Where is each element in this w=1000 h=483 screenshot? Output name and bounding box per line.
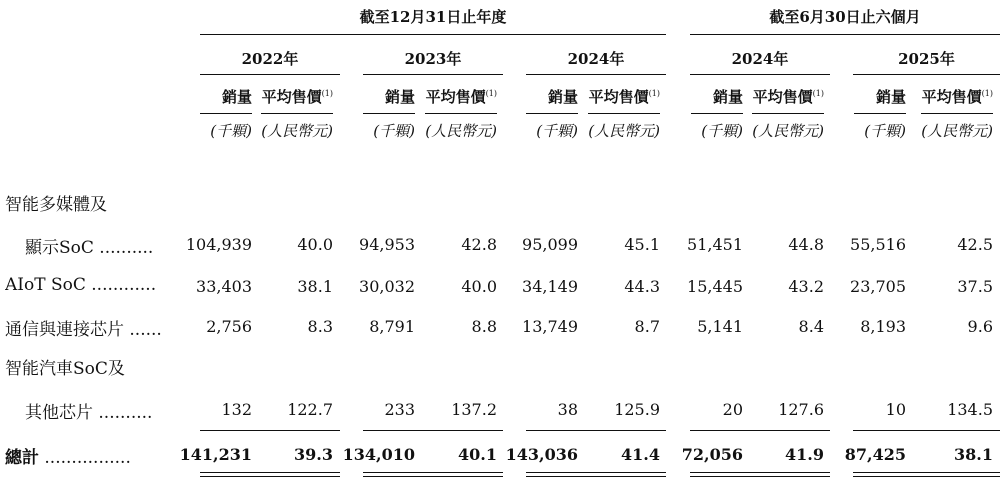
- subtotal-rule: [526, 430, 666, 431]
- row-label-automotive-line2: 其他芯片 ..........: [25, 403, 153, 423]
- subtotal-rule: [363, 430, 503, 431]
- subtotal-rule: [200, 430, 340, 431]
- group-divider-six-months: [690, 34, 1000, 35]
- year-header-2022: 2022年: [241, 50, 299, 68]
- group-header-fiscal-year: 截至12月31日止年度: [359, 8, 507, 26]
- cell-volume: 33,403: [196, 277, 252, 296]
- col-header-text: 平均售價: [588, 88, 649, 106]
- cell-volume: 10: [885, 400, 906, 419]
- total-avg-price: 38.1: [954, 445, 993, 464]
- cell-volume: 15,445: [687, 277, 743, 296]
- cell-avg-price: 44.3: [624, 277, 660, 296]
- col-header-text: 銷量: [875, 88, 906, 106]
- cell-volume: 132: [221, 400, 252, 419]
- cell-volume: 30,032: [359, 277, 415, 296]
- total-avg-price: 41.4: [621, 445, 660, 464]
- col-header-underline: [261, 113, 333, 114]
- cell-avg-price: 8.7: [634, 317, 660, 336]
- total-double-rule: [853, 472, 1000, 473]
- cell-volume: 34,149: [522, 277, 578, 296]
- unit-price: (人民幣元): [921, 122, 993, 140]
- cell-volume: 94,953: [359, 235, 415, 254]
- cell-volume: 2,756: [206, 317, 252, 336]
- footnote-marker: (1): [321, 89, 333, 98]
- cell-avg-price: 40.0: [461, 277, 497, 296]
- year-header-2025-h1: 2025年: [898, 50, 955, 68]
- cell-avg-price: 134.5: [947, 400, 993, 419]
- unit-price: (人民幣元): [752, 122, 824, 140]
- row-label-aiot: AIoT SoC ............: [5, 275, 157, 295]
- unit-volume: (千顆): [373, 122, 415, 140]
- cell-volume: 8,193: [860, 317, 906, 336]
- cell-avg-price: 42.5: [957, 235, 993, 254]
- col-header-underline: [752, 113, 824, 114]
- col-header-underline: [363, 113, 415, 114]
- year-header-2024: 2024年: [567, 50, 625, 68]
- cell-avg-price: 43.2: [788, 277, 824, 296]
- total-volume: 141,231: [179, 445, 252, 464]
- cell-avg-price: 127.6: [778, 400, 824, 419]
- year-underline-2025-h1: [853, 74, 1000, 75]
- col-header-avg-price: [873, 86, 993, 107]
- total-double-rule: [853, 476, 1000, 477]
- subtotal-rule: [690, 430, 830, 431]
- cell-volume: 38: [557, 400, 578, 419]
- year-underline-2024: [526, 74, 666, 75]
- cell-volume: 95,099: [522, 235, 578, 254]
- year-underline-2023: [363, 74, 503, 75]
- col-header-underline: [691, 113, 743, 114]
- cell-avg-price: 44.8: [788, 235, 824, 254]
- cell-avg-price: 8.4: [798, 317, 824, 336]
- row-label-multimedia-line2: 顯示SoC ..........: [25, 238, 154, 258]
- cell-volume: 13,749: [522, 317, 578, 336]
- total-double-rule: [526, 476, 666, 477]
- col-header-underline: [921, 113, 993, 114]
- footnote-marker: (1): [981, 89, 993, 98]
- total-double-rule: [690, 472, 830, 473]
- cell-avg-price: 38.1: [297, 277, 333, 296]
- total-double-rule: [363, 476, 503, 477]
- cell-avg-price: 45.1: [624, 235, 660, 254]
- cell-volume: 23,705: [850, 277, 906, 296]
- cell-volume: 20: [722, 400, 743, 419]
- footnote-marker: (1): [648, 89, 660, 98]
- subtotal-rule: [853, 430, 1000, 431]
- cell-avg-price: 9.6: [967, 317, 993, 336]
- total-double-rule: [363, 472, 503, 473]
- total-volume: 134,010: [342, 445, 415, 464]
- footnote-marker: (1): [485, 89, 497, 98]
- unit-price: (人民幣元): [425, 122, 497, 140]
- total-volume: 72,056: [681, 445, 743, 464]
- row-label-automotive-line1: 智能汽車SoC及: [5, 359, 125, 379]
- cell-volume: 55,516: [850, 235, 906, 254]
- col-header-text: 銷量: [712, 88, 743, 106]
- col-header-text: 平均售價: [261, 88, 322, 106]
- unit-price: (人民幣元): [588, 122, 660, 140]
- cell-avg-price: 37.5: [957, 277, 993, 296]
- col-header-text: 平均售價: [921, 88, 982, 106]
- col-header-text: 銷量: [547, 88, 578, 106]
- footnote-marker: (1): [812, 89, 824, 98]
- total-double-rule: [690, 476, 830, 477]
- total-double-rule: [200, 476, 340, 477]
- col-header-underline: [588, 113, 660, 114]
- col-header-underline: [200, 113, 252, 114]
- cell-volume: 8,791: [369, 317, 415, 336]
- group-divider-fiscal: [200, 34, 666, 35]
- col-header-underline: [854, 113, 906, 114]
- total-double-rule: [526, 472, 666, 473]
- group-header-six-months: 截至6月30日止六個月: [769, 8, 921, 26]
- year-header-2023: 2023年: [404, 50, 462, 68]
- col-header-text: 平均售價: [425, 88, 486, 106]
- cell-avg-price: 42.8: [461, 235, 497, 254]
- unit-volume: (千顆): [864, 122, 906, 140]
- total-avg-price: 40.1: [458, 445, 497, 464]
- cell-avg-price: 8.3: [307, 317, 333, 336]
- cell-volume: 5,141: [697, 317, 743, 336]
- cell-avg-price: 125.9: [614, 400, 660, 419]
- total-volume: 143,036: [505, 445, 578, 464]
- cell-avg-price: 137.2: [451, 400, 497, 419]
- year-underline-2024-h1: [690, 74, 830, 75]
- cell-volume: 51,451: [687, 235, 743, 254]
- col-header-text: 平均售價: [752, 88, 813, 106]
- total-avg-price: 41.9: [785, 445, 824, 464]
- year-header-2024-h1: 2024年: [731, 50, 789, 68]
- cell-avg-price: 122.7: [287, 400, 333, 419]
- unit-volume: (千顆): [210, 122, 252, 140]
- row-label-connectivity: 通信與連接芯片 ......: [5, 320, 162, 340]
- row-label-multimedia-line1: 智能多媒體及: [5, 195, 107, 215]
- cell-volume: 104,939: [185, 235, 252, 254]
- unit-price: (人民幣元): [261, 122, 333, 140]
- col-header-underline: [425, 113, 497, 114]
- total-double-rule: [200, 472, 340, 473]
- unit-volume: (千顆): [701, 122, 743, 140]
- col-header-text: 銷量: [384, 88, 415, 106]
- col-header-text: 銷量: [221, 88, 252, 106]
- cell-avg-price: 40.0: [297, 235, 333, 254]
- cell-avg-price: 8.8: [471, 317, 497, 336]
- total-avg-price: 39.3: [294, 445, 333, 464]
- cell-volume: 233: [384, 400, 415, 419]
- row-label-total: 總計 ................: [5, 448, 131, 468]
- year-underline-2022: [200, 74, 340, 75]
- col-header-underline: [526, 113, 578, 114]
- total-volume: 87,425: [844, 445, 906, 464]
- unit-volume: (千顆): [536, 122, 578, 140]
